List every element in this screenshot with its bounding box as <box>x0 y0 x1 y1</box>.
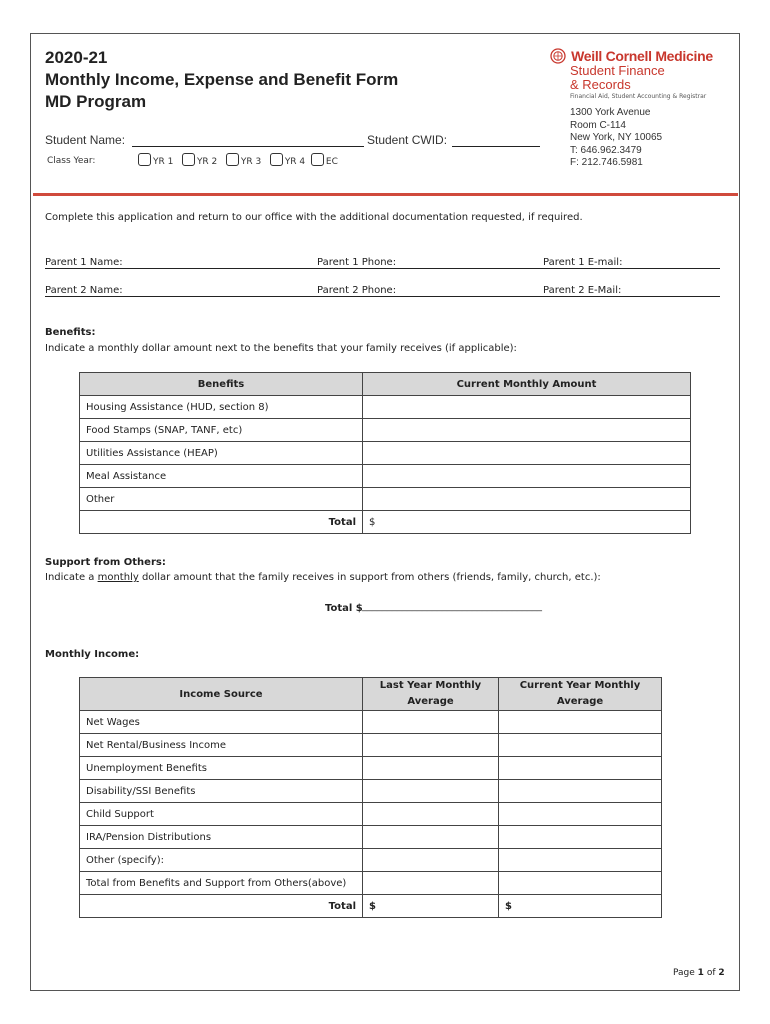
checkbox-icon[interactable] <box>138 153 151 166</box>
last-year-header: Last Year Monthly Average <box>363 678 499 711</box>
office-phone: T: 646.962.3479 <box>570 145 642 156</box>
amount-cell[interactable] <box>363 442 691 465</box>
last-year-cell[interactable] <box>363 803 499 826</box>
current-year-cell[interactable] <box>499 826 662 849</box>
checkbox-icon[interactable] <box>182 153 195 166</box>
parent2-line[interactable] <box>45 296 720 297</box>
support-total-field[interactable]: ____________________________________ <box>362 601 542 612</box>
table-row: Housing Assistance (HUD, section 8) <box>80 396 691 419</box>
current-year-cell[interactable] <box>499 780 662 803</box>
current-year-cell[interactable] <box>499 711 662 734</box>
table-row: Disability/SSI Benefits <box>80 780 662 803</box>
benefits-table <box>79 372 691 534</box>
page-number: Page 1 of 2 <box>673 968 725 978</box>
class-year-yr2[interactable]: YR 2 <box>182 157 217 167</box>
form-year: 2020-21 <box>45 48 108 67</box>
table-row: Net Wages <box>80 711 662 734</box>
table-row: Unemployment Benefits <box>80 757 662 780</box>
support-instruction: Indicate a monthly dollar amount that the family receives in support from others (friends, family, church, etc.): <box>45 572 601 583</box>
last-year-cell[interactable] <box>363 711 499 734</box>
amount-cell[interactable] <box>363 488 691 511</box>
amount-cell[interactable] <box>363 396 691 419</box>
amount-cell[interactable] <box>363 465 691 488</box>
current-year-cell[interactable] <box>499 803 662 826</box>
logo-name: Weill Cornell Medicine <box>571 48 713 64</box>
form-title: Monthly Income, Expense and Benefit Form <box>45 70 399 89</box>
table-row: Net Rental/Business Income <box>80 734 662 757</box>
income-last-total-cell[interactable]: $ <box>363 895 499 918</box>
checkbox-icon[interactable] <box>270 153 283 166</box>
benefits-total-cell[interactable]: $ <box>363 511 691 534</box>
seal-icon <box>550 48 566 64</box>
class-year-yr1[interactable]: YR 1 <box>138 157 173 167</box>
support-heading: Support from Others: <box>45 557 166 568</box>
income-source-header: Income Source <box>80 678 363 711</box>
table-row: Child Support <box>80 803 662 826</box>
last-year-cell[interactable] <box>363 757 499 780</box>
last-year-cell[interactable] <box>363 734 499 757</box>
last-year-cell[interactable] <box>363 872 499 895</box>
total-row <box>80 895 662 918</box>
dept-line1: Student Finance <box>570 63 665 78</box>
table-row: Total from Benefits and Support from Others(above) <box>80 872 662 895</box>
benefits-heading: Benefits: <box>45 327 96 338</box>
student-cwid-label: Student CWID: <box>367 133 448 147</box>
last-year-cell[interactable] <box>363 826 499 849</box>
address-line2: Room C-114 <box>570 120 626 131</box>
last-year-cell[interactable] <box>363 849 499 872</box>
support-total-label: Total $ <box>325 603 363 614</box>
student-name-label: Student Name: <box>45 133 126 147</box>
table-row: Other (specify): <box>80 849 662 872</box>
table-row: Other <box>80 488 691 511</box>
intro-text: Complete this application and return to our office with the additional documentation requested, if required. <box>45 212 583 223</box>
student-name-field[interactable] <box>132 146 364 147</box>
current-year-cell[interactable] <box>499 872 662 895</box>
amount-col-header: Current Monthly Amount <box>363 373 691 396</box>
parent1-line[interactable] <box>45 268 720 269</box>
current-year-cell[interactable] <box>499 757 662 780</box>
student-cwid-field[interactable] <box>452 146 540 147</box>
current-year-cell[interactable] <box>499 734 662 757</box>
parent2-email-label: Parent 2 E-Mail: <box>543 285 622 296</box>
parent2-name-label: Parent 2 Name: <box>45 285 123 296</box>
class-year-yr4[interactable]: YR 4 <box>270 157 305 167</box>
income-total-label: Total <box>80 895 363 918</box>
current-year-header: Current Year Monthly Average <box>499 678 662 711</box>
current-year-cell[interactable] <box>499 849 662 872</box>
class-year-ec[interactable]: EC <box>311 157 338 167</box>
address-line1: 1300 York Avenue <box>570 107 651 118</box>
income-table <box>79 677 662 918</box>
class-year-yr3[interactable]: YR 3 <box>226 157 261 167</box>
income-heading: Monthly Income: <box>45 649 140 660</box>
benefits-instruction: Indicate a monthly dollar amount next to the benefits that your family receives (if applicable): <box>45 343 517 354</box>
parent1-name-label: Parent 1 Name: <box>45 257 123 268</box>
table-row: IRA/Pension Distributions <box>80 826 662 849</box>
dept-tagline: Financial Aid, Student Accounting & Registrar <box>570 93 707 100</box>
checkbox-icon[interactable] <box>226 153 239 166</box>
form-program: MD Program <box>45 92 147 111</box>
dept-line2: & Records <box>570 77 631 92</box>
amount-cell[interactable] <box>363 419 691 442</box>
total-row <box>80 511 691 534</box>
header-divider <box>33 193 738 196</box>
income-current-total-cell[interactable]: $ <box>499 895 662 918</box>
class-year-label: Class Year: <box>47 156 96 166</box>
benefits-col-header: Benefits <box>80 373 363 396</box>
address-line3: New York, NY 10065 <box>570 132 663 143</box>
benefits-total-label: Total <box>80 511 363 534</box>
table-row: Meal Assistance <box>80 465 691 488</box>
office-fax: F: 212.746.5981 <box>570 157 643 168</box>
parent2-phone-label: Parent 2 Phone: <box>317 285 397 296</box>
last-year-cell[interactable] <box>363 780 499 803</box>
parent1-phone-label: Parent 1 Phone: <box>317 257 397 268</box>
parent1-email-label: Parent 1 E-mail: <box>543 257 623 268</box>
table-row: Food Stamps (SNAP, TANF, etc) <box>80 419 691 442</box>
class-year-options <box>138 153 338 167</box>
checkbox-icon[interactable] <box>311 153 324 166</box>
table-row: Utilities Assistance (HEAP) <box>80 442 691 465</box>
